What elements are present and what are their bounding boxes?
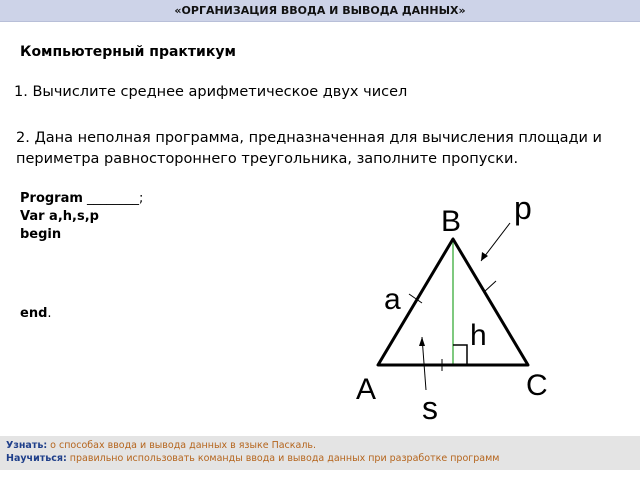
height-label-h: h (470, 319, 487, 352)
task-2: 2. Дана неполная программа, предназначенная для вычисления площади и периметра равностороннего треугольника, заполните пропуски. (16, 130, 602, 167)
arrow-s-head (419, 337, 425, 346)
footer-learn-line (6, 440, 634, 453)
area-label-s: s (422, 390, 438, 426)
perimeter-label-p: p (514, 190, 532, 226)
tick-right-side (484, 281, 496, 292)
skill-label: Научиться: (6, 452, 67, 464)
footer-skill-line (6, 453, 634, 466)
code-line-var: Var a,h,s,p (20, 209, 99, 224)
code-block (20, 190, 143, 244)
vertex-label-b: B (441, 205, 462, 238)
section-title: Компьютерный практикум (20, 44, 236, 60)
program-blank: ________; (82, 191, 144, 206)
learn-label: Узнать: (6, 440, 48, 451)
header-bar (0, 0, 640, 22)
program-keyword: Program (20, 191, 83, 206)
triangle-figure (340, 185, 570, 430)
end-keyword: end (20, 306, 48, 321)
vertex-label-c: C (526, 369, 548, 402)
side-label-a: a (384, 283, 401, 316)
code-line-program (20, 190, 143, 208)
footer-bar (0, 436, 640, 470)
end-dot: . (47, 306, 52, 321)
vertex-label-a: A (356, 373, 377, 406)
header-title: «ОРГАНИЗАЦИЯ ВВОДА И ВЫВОДА ДАННЫХ» (174, 4, 466, 17)
task-1: 1. Вычислите среднее арифметическое двух чисел (14, 84, 408, 100)
right-angle-mark (453, 345, 467, 365)
code-line-end (20, 306, 52, 321)
skill-text: правильно использовать команды ввода и вывода данных при разработке программ (66, 452, 500, 464)
learn-text: о способах ввода и вывода данных в языке Паскаль. (47, 440, 317, 451)
code-line-begin: begin (20, 227, 62, 242)
